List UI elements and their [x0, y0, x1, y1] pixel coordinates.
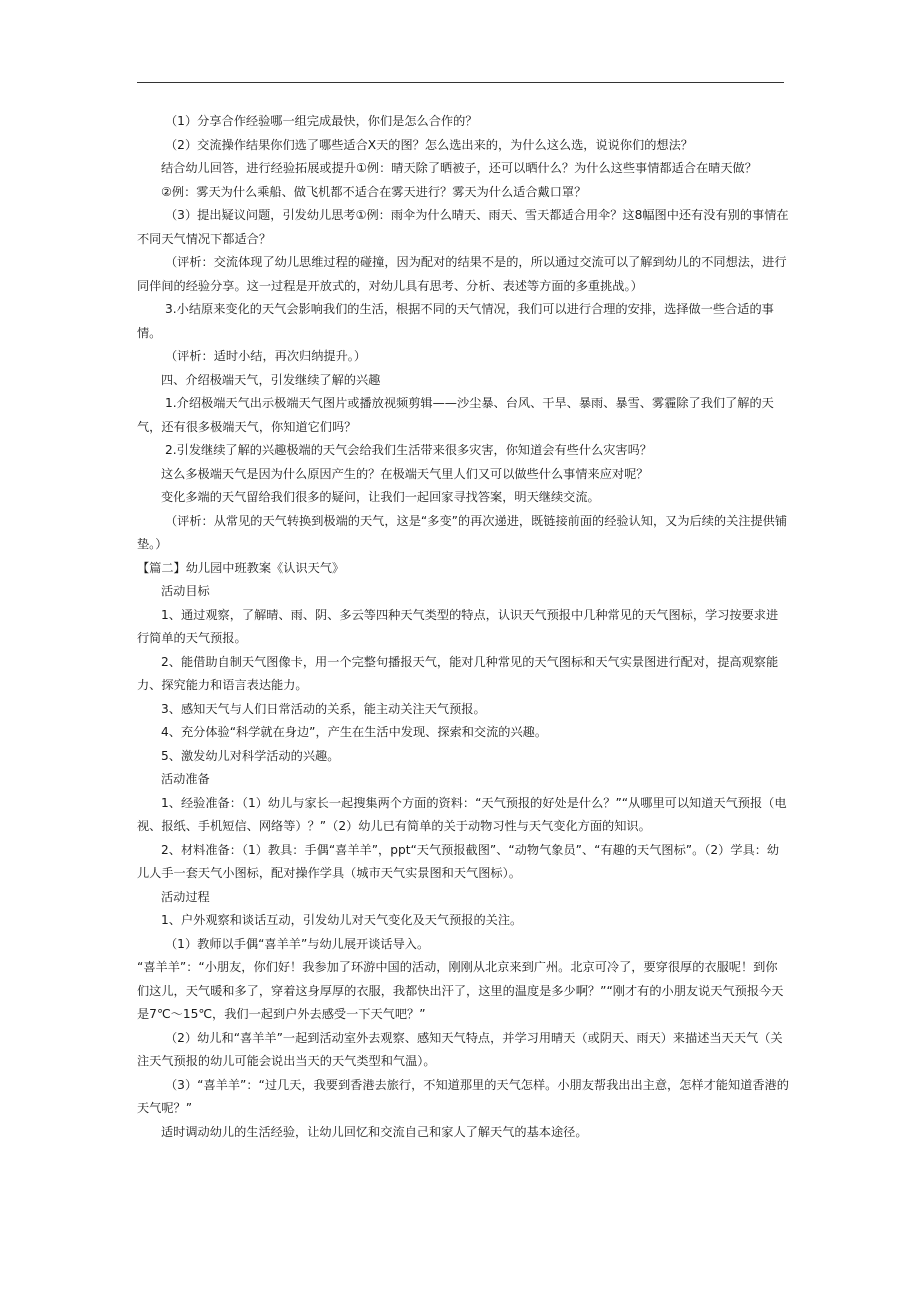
paragraph: （2）幼儿和“喜羊羊”一起到活动室外去观察、感知天气特点，并学习用晴天（或阴天、雨天）来描述当天天气（关注天气预报的幼儿可能会说出当天的天气类型和气温）。 [137, 1030, 783, 1068]
header-rule [137, 82, 784, 83]
paragraph: 2.引发继续了解的兴趣极端的天气会给我们生活带来很多灾害，你知道会有些什么灾害吗？ [165, 443, 652, 457]
paragraph: 1、通过观察，了解晴、雨、阴、多云等四种天气类型的特点，认识天气预报中几种常见的天气图标，学习按要求进行简单的天气预报。 [137, 607, 779, 645]
paragraph: （1）教师以手偶“喜羊羊”与幼儿展开谈话导入。 [165, 936, 430, 951]
paragraph: （3）提出疑议问题，引发幼儿思考①例：雨伞为什么晴天、雨天、雪天都适合用伞？这8幅图中还有没有别的事情在不同天气情况下都适合？ [137, 208, 789, 246]
paragraph: 2、能借助自制天气图像卡，用一个完整句播报天气，能对几种常见的天气图标和天气实景图进行配对，提高观察能力、探究能力和语言表达能力。 [137, 654, 779, 692]
paragraph: 3.小结原来变化的天气会影响我们的生活，根据不同的天气情况，我们可以进行合理的安排，选择做一些合适的事情。 [137, 302, 774, 340]
paragraph: 适时调动幼儿的生活经验，让幼儿回忆和交流自己和家人了解天气的基本途径。 [161, 1124, 588, 1139]
paragraph: 变化多端的天气留给我们很多的疑问，让我们一起回家寻找答案，明天继续交流。 [161, 490, 600, 504]
paragraph: 2、材料准备：（1）教具：手偶“喜羊羊”，ppt“天气预报截图”、“动物气象员”、“有趣的天气图标”。（2）学具：幼儿人手一套天气小图标，配对操作学具（城市天气实景图和天气图标）。 [137, 842, 780, 880]
section-heading: 活动过程 [161, 889, 210, 904]
paragraph: 结合幼儿回答，进行经验拓展或提升①例：晴天除了晒被子，还可以晒什么？为什么这些事情都适合在晴天做？ [161, 161, 757, 175]
paragraph: 1、户外观察和谈话互动，引发幼儿对天气变化及天气预报的关注。 [161, 913, 523, 927]
paragraph: 5、激发幼儿对科学活动的兴趣。 [161, 748, 340, 763]
paragraph: ②例：雾天为什么乘船、做飞机都不适合在雾天进行？雾天为什么适合戴口罩？ [161, 184, 587, 199]
paragraph: （评析：交流体现了幼儿思维过程的碰撞，因为配对的结果不是的，所以通过交流可以了解到幼儿的不同想法，进行同伴间的经验分享。这一过程是开放式的，对幼儿具有思考、分析、表述等方面的多重挑战。） [137, 255, 787, 293]
paragraph: 1、经验准备：（1）幼儿与家长一起搜集两个方面的资料：“天气预报的好处是什么？”“从哪里可以知道天气预报（电视、报纸、手机短信、网络等）？”（2）幼儿已有简单的关于动物习性与天气变化方面的知识。 [137, 795, 787, 833]
section-heading: 活动准备 [161, 772, 210, 786]
paragraph: （评析：从常见的天气转换到极端的天气，这是“多变”的再次递进，既链接前面的经验认知，又为后续的关注提供铺垫。） [137, 513, 788, 551]
paragraph: （评析：适时小结，再次归纳提升。） [165, 349, 367, 363]
paragraph: 这么多极端天气是因为什么原因产生的？在极端天气里人们又可以做些什么事情来应对呢？ [161, 466, 649, 481]
paragraph: （2）交流操作结果你们选了哪些适合X天的图？怎么选出来的，为什么这么选，说说你们的想法？ [165, 137, 693, 152]
paragraph: （3）“喜羊羊”：“过几天，我要到香港去旅行，不知道那里的天气怎样。小朋友帮我出出主意，怎样才能知道香港的天气呢？” [137, 1077, 789, 1115]
article-title: 【篇二】幼儿园中班教案《认识天气》 [137, 560, 345, 575]
paragraph: “喜羊羊”：“小朋友，你们好！我参加了环游中国的活动，刚刚从北京来到广州。北京可冷了，要穿很厚的衣服呢！到你们这儿，天气暖和多了，穿着这身厚厚的衣服，我都快出汗了，这里的温度是多少啊？”“刚才有的小朋友说天气预报今天是7℃～15℃，我们一起到户外去感受一下天气吧？” [137, 960, 784, 1021]
paragraph: 3、感知天气与人们日常活动的关系，能主动关注天气预报。 [161, 701, 486, 716]
paragraph: 4、充分体验“科学就在身边”，产生在生活中发现、探索和交流的兴趣。 [161, 725, 548, 739]
section-heading: 活动目标 [161, 584, 210, 598]
paragraph: 1.介绍极端天气出示极端天气图片或播放视频剪辑——沙尘暴、台风、干旱、暴雨、暴雪、雾霾除了我们了解的天气，还有很多极端天气，你知道它们吗？ [137, 396, 774, 434]
paragraph: （1）分享合作经验哪一组完成最快，你们是怎么合作的？ [165, 114, 478, 128]
section-heading: 四、介绍极端天气，引发继续了解的兴趣 [161, 372, 381, 387]
document-body [137, 110, 789, 1144]
